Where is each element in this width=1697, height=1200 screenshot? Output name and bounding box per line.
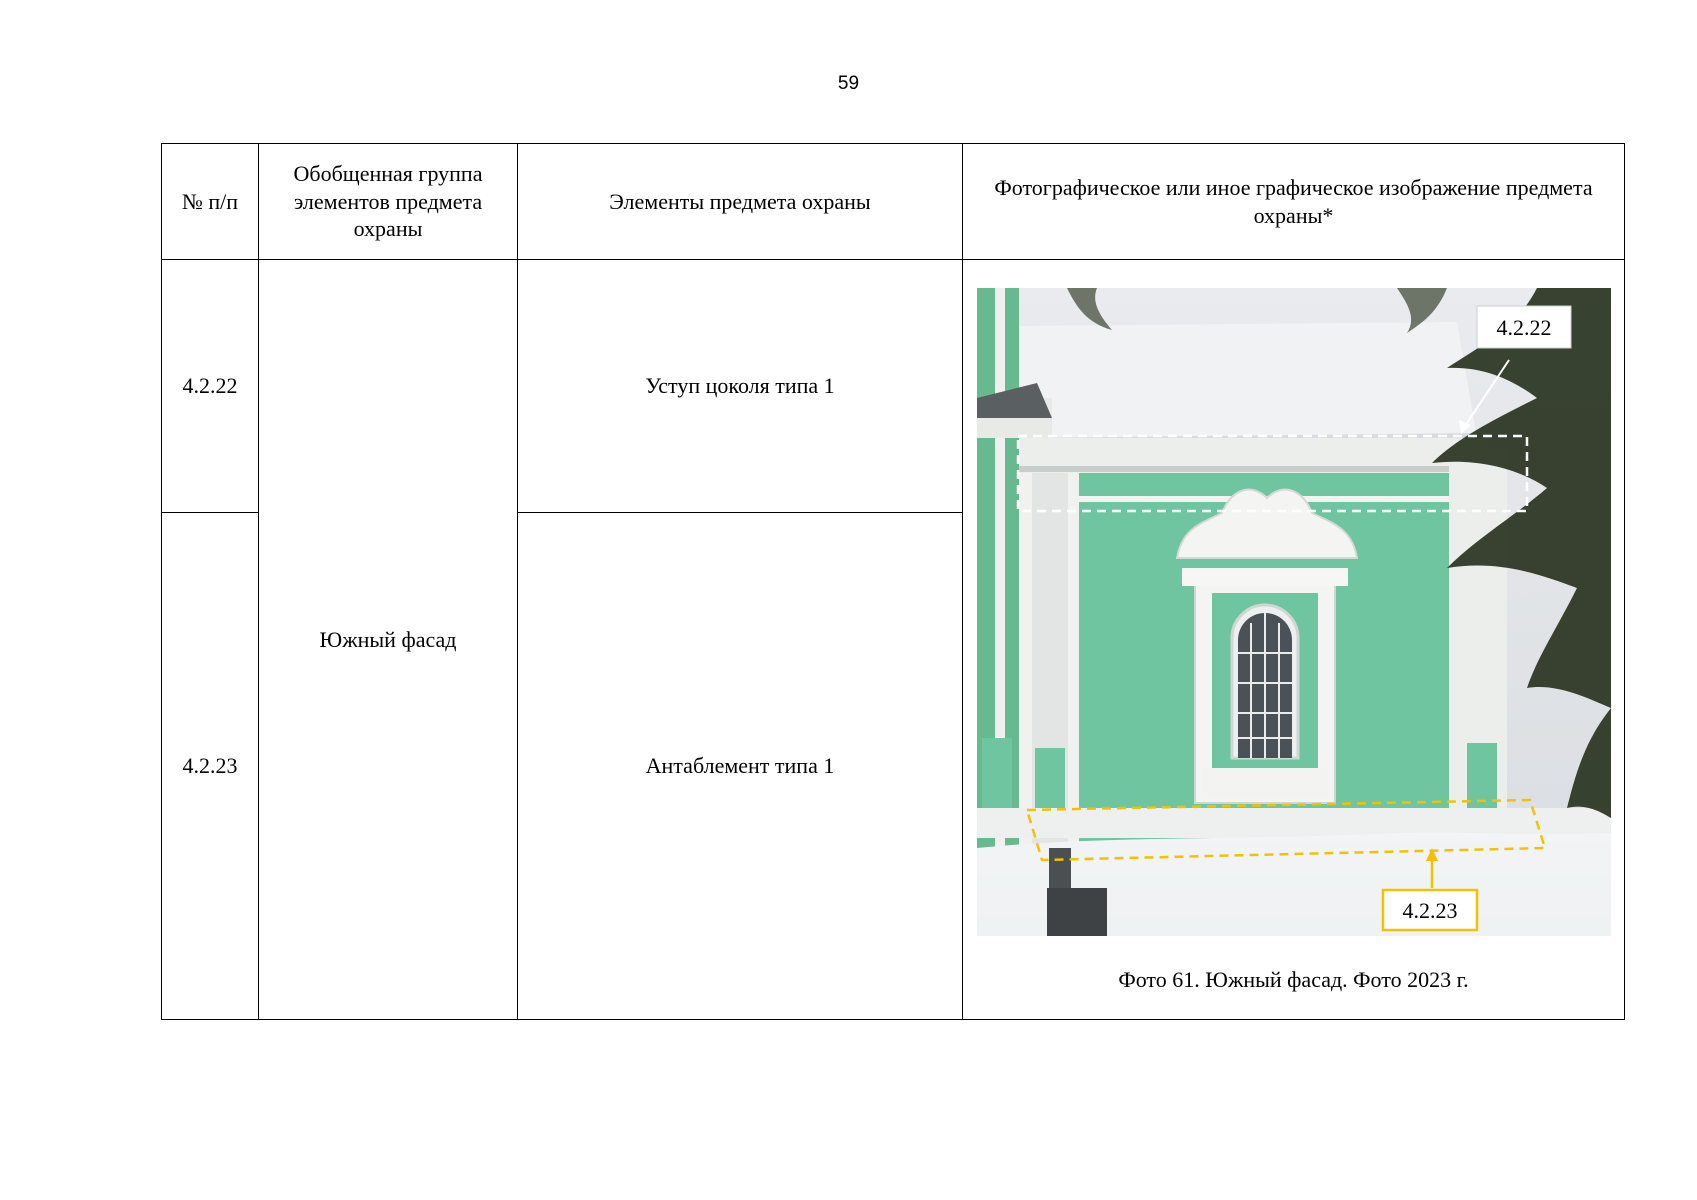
row-element: Антаблемент типа 1 bbox=[518, 513, 963, 1020]
group-cell: Южный фасад bbox=[259, 260, 518, 1020]
header-group: Обобщенная группа элементов предмета охраны bbox=[259, 144, 518, 260]
facade-photo-image bbox=[977, 288, 1611, 936]
photo-label-top: 4.2.22 bbox=[1496, 315, 1551, 340]
photo-cell bbox=[963, 260, 1625, 1020]
row-element: Уступ цоколя типа 1 bbox=[518, 260, 963, 513]
photo-caption: Фото 61. Южный фасад. Фото 2023 г. bbox=[1118, 967, 1469, 992]
row-num: 4.2.23 bbox=[162, 513, 259, 1020]
page-number: 59 bbox=[837, 73, 860, 94]
header-image: Фотографическое или иное графическое изображение предмета охраны* bbox=[963, 144, 1625, 260]
photo-label-bottom: 4.2.23 bbox=[1402, 898, 1457, 923]
protection-table bbox=[161, 143, 1625, 1020]
row-num: 4.2.22 bbox=[162, 260, 259, 513]
header-elements: Элементы предмета охраны bbox=[518, 144, 963, 260]
facade-photo bbox=[977, 288, 1611, 936]
table-header-row bbox=[162, 144, 1625, 260]
header-num: № п/п bbox=[162, 144, 259, 260]
table-row bbox=[162, 260, 1625, 513]
